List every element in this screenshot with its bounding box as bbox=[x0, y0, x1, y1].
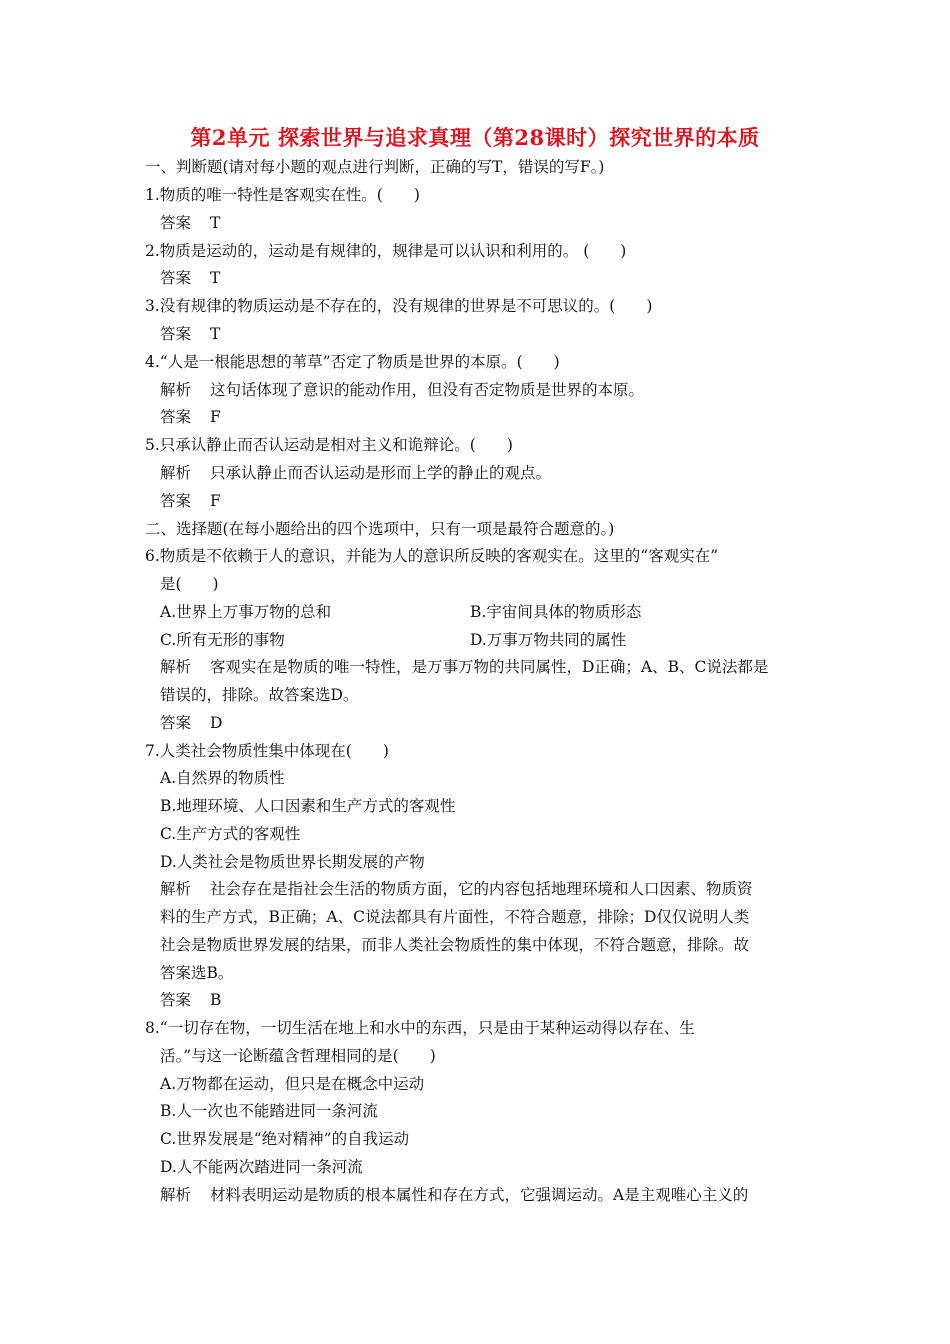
analysis-4: 解析 这句话体现了意识的能动作用，但没有否定物质是世界的本原。 bbox=[160, 381, 645, 399]
answer-2: 答案 T bbox=[160, 269, 221, 287]
option-8d: D.人不能两次踏进同一条河流 bbox=[160, 1158, 363, 1176]
page-title: 第2单元 探索世界与追求真理（第28课时）探究世界的本质 bbox=[190, 125, 760, 150]
option-8b: B.人一次也不能踏进同一条河流 bbox=[160, 1102, 378, 1120]
option-6b: B.宇宙间具体的物质形态 bbox=[470, 603, 642, 621]
answer-6: 答案 D bbox=[160, 714, 223, 732]
answer-3: 答案 T bbox=[160, 325, 221, 343]
analysis-7-line4: 答案选B。 bbox=[160, 964, 234, 982]
analysis-7: 解析 社会存在是指社会生活的物质方面，它的内容包括地理环境和人口因素、物质资 bbox=[160, 880, 753, 898]
analysis-7-line2: 料的生产方式，B正确；A、C说法都具有片面性，不符合题意，排除；D仅仅说明人类 bbox=[160, 908, 750, 926]
question-5: 5.只承认静止而否认运动是相对主义和诡辩论。( ) bbox=[145, 436, 513, 454]
option-8a: A.万物都在运动，但只是在概念中运动 bbox=[160, 1075, 425, 1093]
section-heading-judgment: 一、判断题(请对每小题的观点进行判断，正确的写T，错误的写F。) bbox=[145, 158, 605, 176]
question-8-cont: 活。”与这一论断蕴含哲理相同的是( ) bbox=[160, 1047, 436, 1065]
answer-1: 答案 T bbox=[160, 214, 221, 232]
answer-4: 答案 F bbox=[160, 408, 221, 426]
answer-5: 答案 F bbox=[160, 492, 221, 510]
option-7d: D.人类社会是物质世界长期发展的产物 bbox=[160, 853, 425, 871]
question-6: 6.物质是不依赖于人的意识，并能为人的意识所反映的客观实在。这里的“客观实在” bbox=[145, 547, 719, 565]
analysis-8: 解析 材料表明运动是物质的根本属性和存在方式，它强调运动。A是主观唯心主义的 bbox=[160, 1186, 749, 1204]
analysis-7-line3: 社会是物质世界发展的结果，而非人类社会物质性的集中体现，不符合题意，排除。故 bbox=[160, 936, 750, 954]
option-6d: D.万事万物共同的属性 bbox=[470, 631, 627, 649]
option-6c: C.所有无形的事物 bbox=[160, 631, 285, 649]
option-8c: C.世界发展是“绝对精神”的自我运动 bbox=[160, 1130, 410, 1148]
analysis-6-cont: 错误的，排除。故答案选D。 bbox=[160, 686, 359, 704]
option-7c: C.生产方式的客观性 bbox=[160, 825, 301, 843]
analysis-5: 解析 只承认静止而否认运动是形而上学的静止的观点。 bbox=[160, 464, 552, 482]
question-3: 3.没有规律的物质运动是不存在的，没有规律的世界是不可思议的。( ) bbox=[145, 297, 653, 315]
question-7: 7.人类社会物质性集中体现在( ) bbox=[145, 742, 389, 760]
question-2: 2.物质是运动的，运动是有规律的，规律是可以认识和利用的。 ( ) bbox=[145, 242, 627, 260]
analysis-6: 解析 客观实在是物质的唯一特性，是万事万物的共同属性，D正确；A、B、C说法都是 bbox=[160, 658, 769, 676]
question-8: 8.“一切存在物，一切生活在地上和水中的东西，只是由于某种运动得以存在、生 bbox=[145, 1019, 695, 1037]
question-6-cont: 是( ) bbox=[160, 575, 219, 593]
section-heading-choice: 二、选择题(在每小题给出的四个选项中，只有一项是最符合题意的。) bbox=[145, 520, 615, 538]
option-7b: B.地理环境、人口因素和生产方式的客观性 bbox=[160, 797, 456, 815]
answer-7: 答案 B bbox=[160, 991, 222, 1009]
option-6a: A.世界上万事万物的总和 bbox=[160, 603, 332, 621]
question-1: 1.物质的唯一特性是客观实在性。( ) bbox=[145, 186, 420, 204]
question-4: 4.“人是一根能思想的苇草”否定了物质是世界的本原。( ) bbox=[145, 353, 560, 371]
option-7a: A.自然界的物质性 bbox=[160, 769, 285, 787]
